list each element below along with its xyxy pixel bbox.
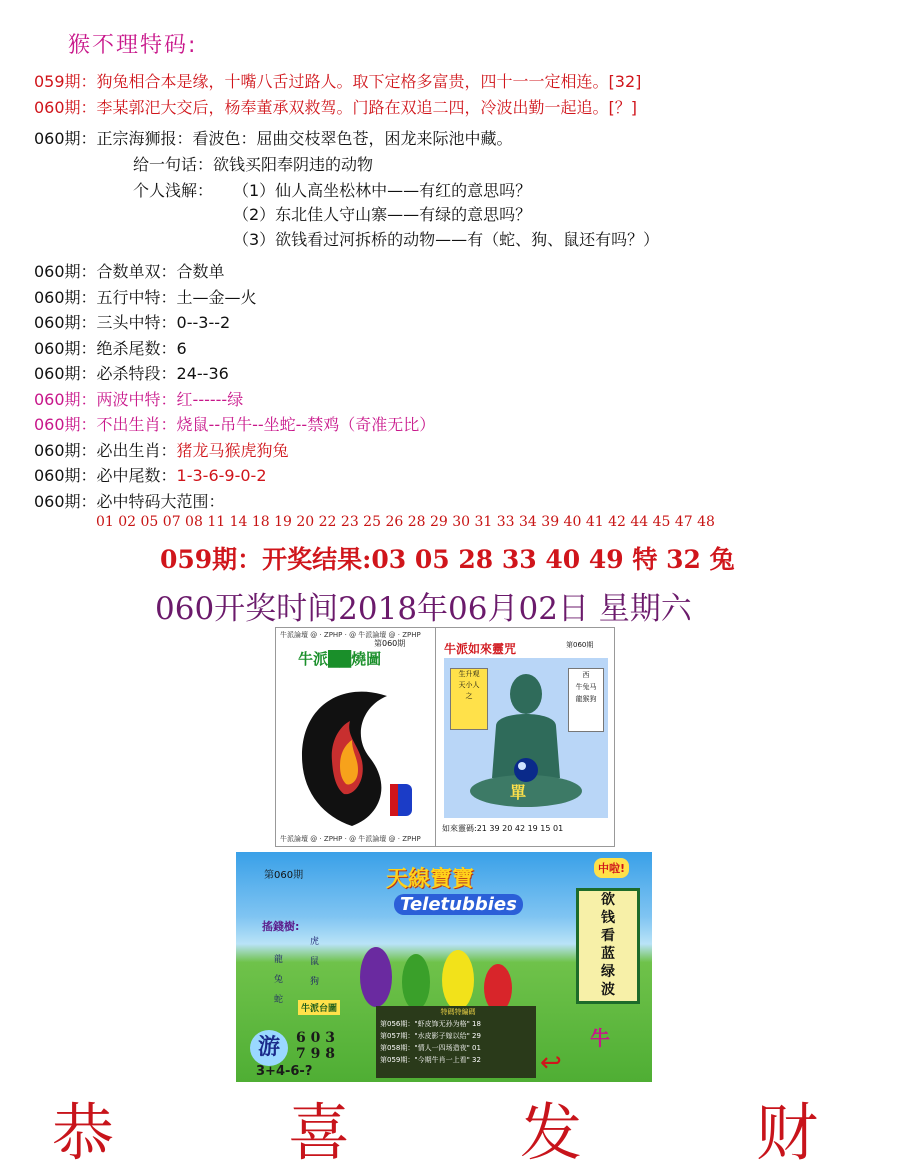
panel-b-left-text-2: 天小人 xyxy=(458,681,480,689)
prediction-value: 0--3--2 xyxy=(176,313,231,332)
table-row-4: 第059期："今期牛肖一上看" 32 xyxy=(380,1056,481,1064)
table-row-2: 第057期："水皮影子嫁以给" 29 xyxy=(380,1032,481,1040)
prediction-row xyxy=(34,489,225,512)
footer-char-2: 喜 xyxy=(288,1096,351,1169)
panel-c-you: 游 xyxy=(250,1030,288,1066)
panel-b-right-text-3: 龍猴狗 xyxy=(575,695,597,703)
panel-c-issue: 第060期 xyxy=(264,870,304,881)
prediction-label: 060期：合数单双： xyxy=(34,262,177,281)
table-row-3: 第058期："情人一四场造夜" 01 xyxy=(380,1044,481,1052)
panel-a-frame-top: 牛派論壇 @ · ZPHP · @ 牛派論壇 @ · ZPHP xyxy=(280,631,421,639)
animal-5: 蛇 xyxy=(274,995,284,1005)
prediction-value: 烧鼠--吊牛--坐蛇--禁鸡（奇准无比） xyxy=(176,415,436,434)
panel-c-badge: 中啦! xyxy=(594,858,629,878)
prediction-label: 060期：绝杀尾数： xyxy=(34,338,177,358)
panel-c-sign: 牛派台圖 xyxy=(298,1000,340,1015)
prediction-label: 060期：必杀特段： xyxy=(34,364,177,383)
panel-fire-image xyxy=(275,627,437,847)
hint-line: 给一句话：欲钱买阳奉阴违的动物 xyxy=(133,155,374,174)
panel-c-corner: 牛 xyxy=(590,1026,610,1050)
vertical-3: 看 xyxy=(601,928,615,944)
panel-b-banner: 牛派如來靈咒 xyxy=(444,642,517,656)
prediction-label: 060期：必出生肖： xyxy=(34,440,177,460)
panel-c-nums2: 7 9 8 xyxy=(296,1046,335,1062)
opinion-2: （2）东北佳人守山寨——有绿的意思吗？ xyxy=(233,205,532,224)
panel-b-bottom: 如來靈碼:21 39 20 42 19 15 01 xyxy=(442,822,608,836)
animal-6: 狗 xyxy=(310,977,320,987)
panel-c-logo: Teletubbies xyxy=(394,894,523,915)
vertical-4: 蓝 xyxy=(601,946,615,962)
prediction-value: 合数单 xyxy=(176,262,225,281)
prediction-value: 1-3-6-9-0-2 xyxy=(176,466,267,485)
animal-3: 兔 xyxy=(274,975,284,985)
animal-4: 鼠 xyxy=(310,957,320,967)
animal-2: 虎 xyxy=(310,937,320,947)
prediction-label: 060期：两波中特： xyxy=(34,389,177,409)
table-title: 特碼特編碼 xyxy=(440,1008,476,1016)
panel-c-left-title: 搖錢樹: xyxy=(262,920,300,933)
panel-c-formula: 3+4-6-? xyxy=(256,1064,313,1079)
vertical-1: 欲 xyxy=(601,892,615,908)
draw-time: 060开奖时间2018年06月02日 星期六 xyxy=(155,591,692,627)
prediction-value: 24--36 xyxy=(176,364,229,383)
prediction-row xyxy=(34,259,225,282)
panel-b-right-text-2: 牛兔马 xyxy=(575,683,597,691)
prediction-value: 猪龙马猴虎狗兔 xyxy=(176,440,289,460)
page-title: 猴不理特码: xyxy=(68,33,198,58)
vertical-6: 波 xyxy=(601,982,615,998)
prediction-label: 060期：必中尾数： xyxy=(34,466,177,485)
prediction-row xyxy=(34,361,229,384)
prediction-row xyxy=(34,310,230,333)
panel-b-issue: 第060期 xyxy=(566,641,594,649)
panel-b-right-text-1: 西 xyxy=(582,671,590,679)
prediction-row xyxy=(34,412,435,435)
line-060-poem: 060期：李某郭汜大交后，杨奉董承双救驾。门路在双追二四，冷波出勤一起追。[？] xyxy=(34,98,638,117)
panel-a-banner: 牛派██燒圖 xyxy=(298,650,382,668)
prediction-row xyxy=(34,387,243,410)
panel-teletubbies xyxy=(236,852,652,1082)
prediction-label: 060期：五行中特： xyxy=(34,287,177,307)
panel-b-left-text-3: 之 xyxy=(465,692,473,700)
draw-result: 059期：开奖结果:03 05 28 33 40 49 特 32 兔 xyxy=(160,545,735,574)
line-059-poem: 059期：狗兔相合本是缘，十嘴八舌过路人。取下定格多富贵，四十一一定相连。[32] xyxy=(34,72,642,91)
prediction-row xyxy=(34,336,187,359)
animal-1: 龍 xyxy=(274,955,284,965)
panel-buddha xyxy=(435,627,615,847)
table-row-1: 第056期："虾皮饰无孙为格" 18 xyxy=(380,1020,481,1028)
vertical-5: 绿 xyxy=(601,964,615,980)
panel-a-frame-bottom: 牛派論壇 @ · ZPHP · @ 牛派論壇 @ · ZPHP xyxy=(280,835,421,843)
panel-c-brand: 天線寶寶 xyxy=(386,867,475,892)
opinion-3: （3）欲钱看过河拆桥的动物——有（蛇、狗、鼠还有吗？） xyxy=(233,230,660,249)
footer-char-4: 财 xyxy=(756,1096,819,1169)
panel-b-left-text-1: 生升观 xyxy=(458,670,480,678)
prediction-label: 060期：必中特码大范围： xyxy=(34,491,225,511)
prediction-value: 土—金—火 xyxy=(176,287,257,307)
panel-c-animals-left xyxy=(274,950,283,1010)
panel-c-table xyxy=(376,1006,536,1078)
panel-c-vertical-box xyxy=(576,888,640,1004)
panel-a-issue: 第060期 xyxy=(374,639,406,648)
opinion-1: （1）仙人高坐松林中——有红的意思吗？ xyxy=(233,181,532,200)
prediction-value: 6 xyxy=(176,338,187,358)
prediction-row xyxy=(34,463,267,486)
prediction-value: 红------绿 xyxy=(176,389,244,409)
panel-c-nums1: 6 0 3 xyxy=(296,1030,335,1046)
footer-char-1: 恭 xyxy=(52,1096,115,1169)
prediction-row xyxy=(34,285,257,308)
vertical-2: 钱 xyxy=(601,910,615,926)
panel-c-animals-right xyxy=(310,932,319,992)
panel-b-circle-text: 單 xyxy=(510,783,527,802)
opinion-label: 个人浅解： xyxy=(133,181,214,200)
prediction-label: 060期：不出生肖： xyxy=(34,415,177,434)
line-060-report: 060期：正宗海狮报：看波色：屈曲交枝翠色苍，困龙来际池中藏。 xyxy=(34,129,513,148)
prediction-label: 060期：三头中特： xyxy=(34,313,177,332)
flame-image xyxy=(292,666,432,834)
footer-char-3: 发 xyxy=(520,1096,583,1169)
red-arrow-icon: ↩ xyxy=(540,1048,562,1078)
prediction-row xyxy=(34,438,289,461)
number-range: 01 02 05 07 08 11 14 18 19 20 22 23 25 26 28 29 30 31 33 34 39 40 41 42 44 45 47 48 xyxy=(96,514,715,530)
